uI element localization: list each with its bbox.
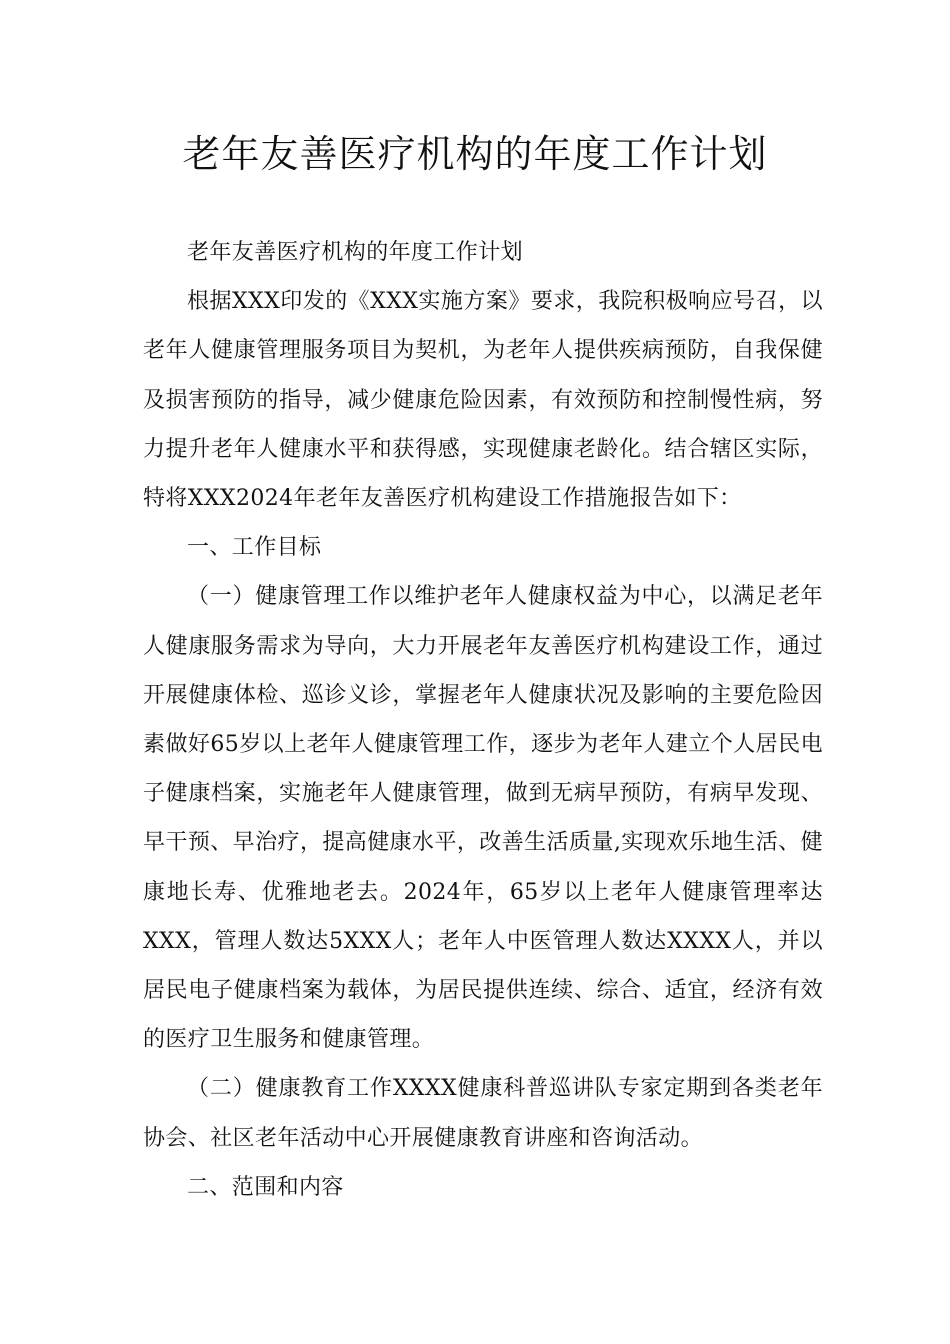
document-subtitle: 老年友善医疗机构的年度工作计划	[187, 240, 524, 265]
goals-item-health-education: （二）健康教育工作XXXX健康科普巡讲队专家定期到各类老年协会、社区老年活动中心开展健康教育讲座和咨询活动。	[143, 1076, 823, 1151]
goals-item-health-management: （一）健康管理工作以维护老年人健康权益为中心，以满足老年人健康服务需求为导向，大力开展老年友善医疗机构建设工作，通过开展健康体检、巡诊义诊，掌握老年人健康状况及影响的主要危险因素做好65岁以上老年人健康管理工作，逐步为老年人建立个人居民电子健康档案，实施老年人健康管理，做到无病早预防，有病早发现、早干预、早治疗，提高健康水平，改善生活质量,实现欢乐地生活、健康地长寿、优雅地老去。2024年，65岁以上老年人健康管理率达XXX，管理人数达5XXX人；老年人中医管理人数达XXXX人，并以居民电子健康档案为载体，为居民提供连续、综合、适宜，经济有效的医疗卫生服务和健康管理。	[143, 584, 823, 1053]
document-body	[143, 228, 823, 1212]
intro-paragraph: 根据XXX印发的《XXX实施方案》要求，我院积极响应号召，以老年人健康管理服务项目为契机，为老年人提供疾病预防，自我保健及损害预防的指导，减少健康危险因素，有效预防和控制慢性病，努力提升老年人健康水平和获得感，实现健康老龄化。结合辖区实际，特将XXX2024年老年友善医疗机构建设工作措施报告如下：	[143, 289, 823, 512]
section-heading-scope: 二、范围和内容	[187, 1174, 344, 1200]
section-heading-goals: 一、工作目标	[187, 535, 322, 561]
document-title: 老年友善医疗机构的年度工作计划	[182, 132, 768, 176]
